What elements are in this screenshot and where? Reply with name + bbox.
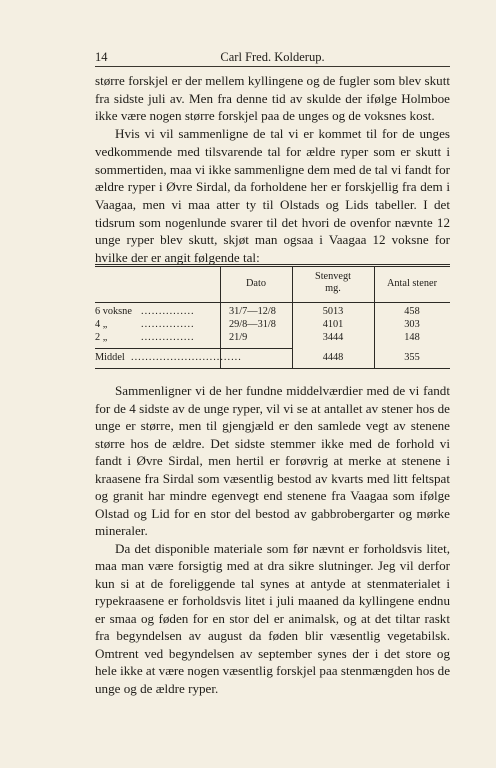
cell-dato: 31/7—12/8 — [229, 306, 276, 317]
leader-dots: ............... — [141, 332, 195, 343]
cell-middel-stenvegt: 4448 — [322, 352, 344, 363]
table-bottom-rule — [95, 368, 450, 369]
cell-stenvegt: 4101 — [322, 319, 344, 330]
row-label-text: 6 voksne — [95, 306, 132, 317]
table-top-rule-double — [95, 266, 450, 267]
cell-stenvegt: 3444 — [322, 332, 344, 343]
middel-separator — [95, 348, 292, 349]
cell-antal: 303 — [404, 319, 420, 330]
table-header-rule — [95, 302, 450, 303]
cell-antal: 148 — [404, 332, 420, 343]
row-label-text: 4 „ — [95, 319, 108, 330]
data-table — [95, 264, 450, 370]
row-label — [95, 306, 195, 318]
running-title: Carl Fred. Kolderup. — [220, 50, 325, 64]
header-rule — [95, 66, 450, 67]
page-number: 14 — [95, 50, 108, 64]
page-header — [95, 50, 450, 66]
col-header-antal: Antal stener — [386, 278, 438, 289]
paragraph: større forskjel er der mellem kyllingene og de fugler som blev skutt fra sidste juli av. Men fra denne tid av skulde der ifølge Holmboe ikke være nogen større forskjel paa de unges og de voksnes kost. — [95, 73, 450, 124]
leader-dots: ............... — [141, 306, 195, 317]
row-label — [95, 319, 195, 331]
paragraph: Hvis vi vil sammenligne de tal vi er kommet til for de unges vedkommende med tilsvarende tal for ældre ryper som er skutt i sommertiden, maa vi ikke sammenligne dem med de tal vi fandt for ældre ryper i Øvre Sirdal, da forholdene her er forskjellig fra dem i Vaagaa, men vi maa atter ty til Olstads og Lids tabeller. I det tidsrum som nogenlunde svarer til det hvori de ovenfor nævnte 12 unge ryper blev skutt, skjøt man ogsaa i Vaagaa 12 voksne for hvilke der er angit følgende tal: — [95, 126, 450, 266]
table-top-rule — [95, 264, 450, 265]
col-header-stenvegt-line2: mg. — [325, 283, 341, 294]
paragraph: Sammenligner vi de her fundne middelværdier med de vi fandt for de 4 sidste av de unge ryper, vil vi se at antallet av stener hos de unge er større, men til gjengjæld er den samlede vegt av stenene større hos de ældre. Det sidste stemmer ikke med de forhold vi fandt i Øvre Sirdal, men hertil er forøvrig at merke at stenene i kraasene fra Sirdal som væsentlig bestod av kvarts med litt feltspat og granit har mindre egenvegt end stenene fra Vaagaa som ifølge Olstad og Lid for en stor del bestod av gabbrobergarter og mørke mineraler. — [95, 383, 450, 538]
col-header-stenvegt-line1: Stenvegt — [314, 271, 352, 282]
cell-dato: 29/8—31/8 — [229, 319, 276, 330]
intro-text — [95, 72, 450, 267]
row-label — [95, 332, 195, 344]
middel-label-text: Middel — [95, 352, 125, 363]
cell-stenvegt: 5013 — [322, 306, 344, 317]
row-label-text: 2 „ — [95, 332, 108, 343]
paragraph: Da det disponible materiale som før nævnt er forholdsvis litet, maa man være forsigtig med at dra sikre slutninger. Jeg vil derfor kun si at de foreliggende tal synes at antyde at stenmaterialet i rypekraasene er forholdsvis litet i juli maaned da kyllingene endnu er smaa og føden for en stor del er animalsk, og at det tiltar raskt fra begyndelsen av august da føden blir væsentlig vegetabilsk. Omtrent ved begyndelsen av september synes der i det store og hele ikke at være nogen væsentlig forskjel paa stenmængden hos de unge og de ældre ryper. — [95, 540, 450, 696]
middel-label — [95, 352, 242, 364]
leader-dots: ............................... — [131, 352, 242, 363]
cell-antal: 458 — [404, 306, 420, 317]
col-header-dato: Dato — [245, 278, 266, 289]
leader-dots: ............... — [141, 319, 195, 330]
closing-text — [95, 382, 450, 697]
col-header-stenvegt — [292, 271, 374, 295]
cell-middel-antal: 355 — [404, 352, 420, 363]
cell-dato: 21/9 — [229, 332, 248, 343]
